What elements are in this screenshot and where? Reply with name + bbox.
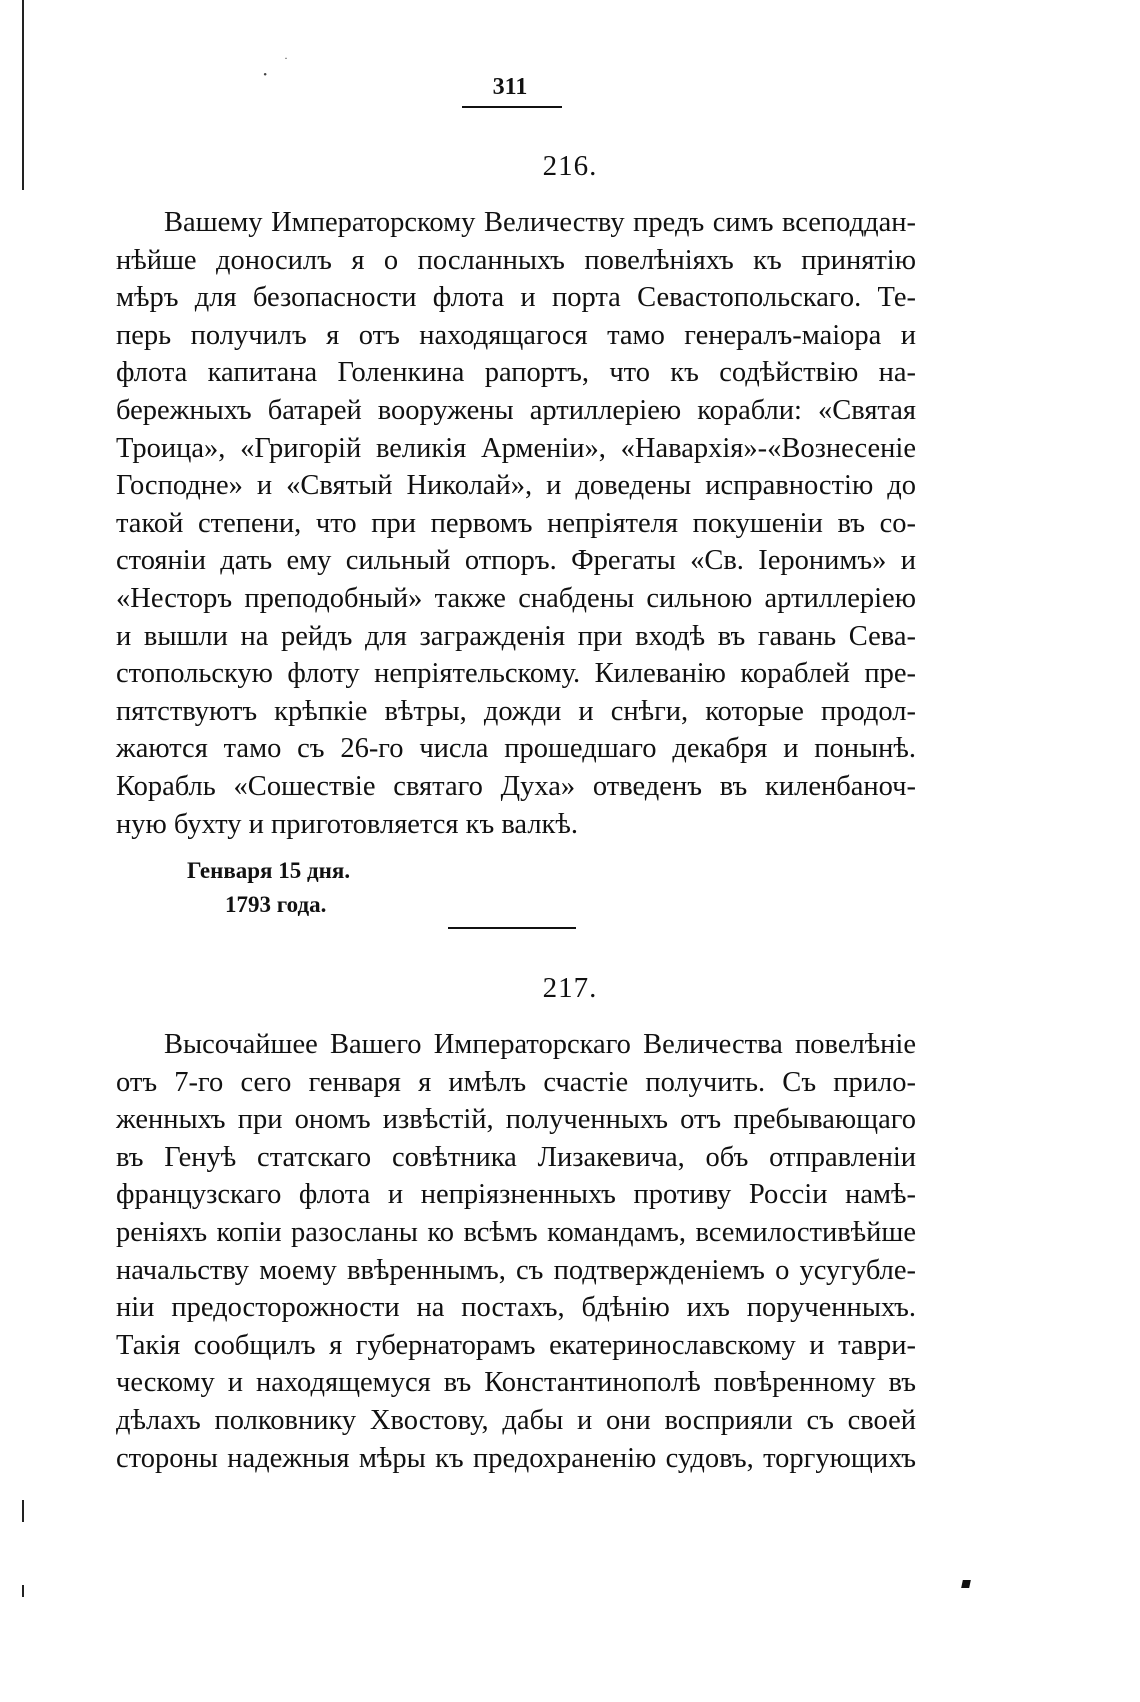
text-line: Вашему Императорскому Величеству предъ симъ всеподдан- [164, 207, 916, 238]
document-date-year: 1793 года. [225, 892, 327, 917]
text-line: въ Генуѣ статскаго совѣтника Лизакевича, объ отправленіи [116, 1141, 916, 1173]
text-line: женныхъ при ономъ извѣстій, полученныхъ отъ пребывающаго [116, 1104, 916, 1136]
document-number: 216. [542, 150, 598, 182]
page-number: 311 [492, 74, 528, 100]
text-line: дѣлахъ полковнику Хвостову, дабы и они восприяли съ своей [116, 1404, 916, 1436]
text-line: стопольскую флоту непріятельскому. Килеванію кораблей пре- [116, 658, 916, 690]
text-line: перь получилъ я отъ находящагося тамо генералъ-маіора и [116, 319, 916, 351]
page-number-underline [462, 106, 562, 108]
text-line: пятствуютъ крѣпкіе вѣтры, дожди и снѣги, которые продол- [116, 695, 916, 727]
section-separator [448, 927, 576, 929]
text-line: ніи предосторожности на постахъ, бдѣнію ихъ порученныхъ. [116, 1292, 916, 1324]
text-line: такой степени, что при первомъ непріятеля покушеніи въ со- [116, 507, 916, 539]
text-line: Троица», «Григорій великія Арменіи», «Наварxія»-«Вознесеніе [116, 432, 916, 464]
text-line: мѣръ для безопасности флота и порта Севастопольскаго. Те- [116, 282, 916, 314]
text-line: французскаго флота и непріязненныхъ противу Россіи намѣ- [116, 1179, 916, 1211]
scan-speck: · [262, 62, 269, 86]
text-line: ческому и находящемуся въ Константинополѣ повѣренному въ [116, 1367, 916, 1399]
document-body [116, 1026, 916, 1477]
text-line: стояніи дать ему сильный отпоръ. Фрегаты «Св. Іеронимъ» и [116, 545, 916, 577]
text-line: жаются тамо съ 26-го числа прошедшаго декабря и понынѣ. [116, 733, 916, 765]
text-line: ную бухту и приготовляется къ валкѣ. [116, 808, 578, 840]
left-margin-rule [22, 1585, 24, 1597]
text-line: нѣйше доносилъ я о посланныхъ повелѣніяхъ къ принятію [116, 244, 916, 276]
document-body [116, 204, 916, 843]
document-date-day: Генваря 15 дня. [187, 858, 351, 883]
text-line: и вышли на рейдъ для загражденія при входѣ въ гавань Сева- [116, 620, 916, 652]
text-line: начальству моему ввѣреннымъ, съ подтвержденіемъ о усугубле- [116, 1254, 916, 1286]
scan-speck: ˙ [283, 56, 289, 70]
text-line: флота капитана Голенкина рапортъ, что къ содѣйствію на- [116, 357, 916, 389]
text-line: Корабль «Сошествіе святаго Духа» отведенъ въ киленбаноч- [116, 770, 916, 802]
text-line: стороны надежныя мѣры къ предохраненію судовъ, торгующихъ [116, 1442, 916, 1474]
left-margin-rule [22, 1500, 24, 1522]
text-line: реніяхъ копіи разосланы ко всѣмъ командамъ, всемилостивѣйше [116, 1216, 916, 1248]
scan-corner-mark [961, 1580, 971, 1588]
document-number: 217. [542, 972, 598, 1004]
text-line: бережныхъ батарей вооружены артиллеріею корабли: «Святая [116, 394, 916, 426]
text-line: Такія сообщилъ я губернаторамъ екатеринославскому и таври- [116, 1329, 916, 1361]
text-line: Высочайшее Вашего Императорскаго Величества повелѣніе [164, 1029, 916, 1060]
text-line: Господне» и «Святый Николай», и доведены исправностію до [116, 470, 916, 502]
text-line: отъ 7-го сего генваря я имѣлъ счастіе получить. Съ прило- [116, 1066, 916, 1098]
text-line: «Несторъ преподобный» также снабдены сильною артиллеріею [116, 582, 916, 614]
